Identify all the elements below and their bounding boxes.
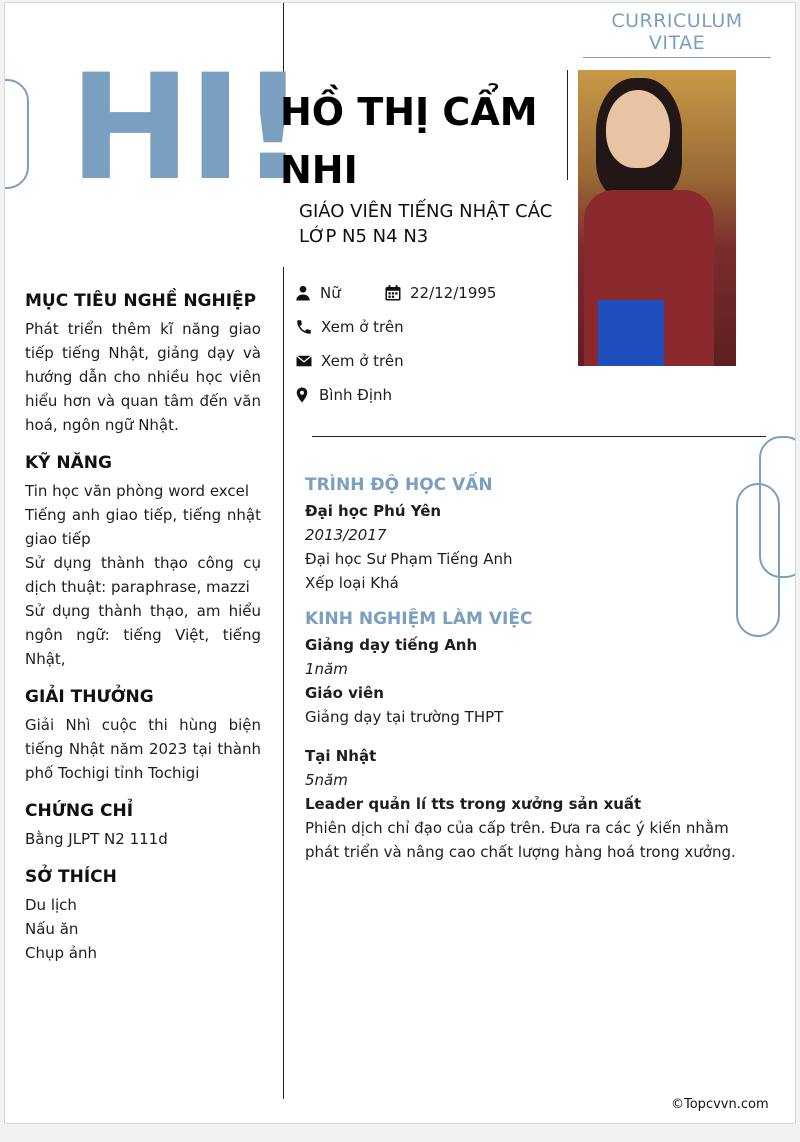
birthdate-value: 22/12/1995 (410, 284, 497, 302)
experience-duration: 5năm (305, 771, 348, 789)
hobby-item: Chụp ảnh (25, 944, 97, 962)
awards-text: Giải Nhì cuộc thi hùng biện tiếng Nhật năm 2023 tại thành phố Tochigi tỉnh Tochigi (25, 716, 261, 782)
cv-page (4, 2, 796, 1124)
person-icon (294, 284, 312, 302)
section-experience (305, 607, 745, 864)
certificates-heading: CHỨNG CHỈ (25, 801, 134, 821)
experience-duration: 1năm (305, 660, 348, 678)
section-education (305, 473, 745, 595)
education-school: Đại học Phú Yên (305, 502, 442, 520)
greeting-hi: HI! (69, 43, 304, 213)
experience-entry (305, 744, 745, 864)
contact-phone (295, 318, 404, 336)
hobbies-heading: SỞ THÍCH (25, 867, 117, 887)
experience-description: Giảng dạy tại trường THPT (305, 708, 504, 726)
section-hobbies (25, 865, 261, 965)
hobby-item: Nấu ăn (25, 920, 79, 938)
location-pin-icon (293, 386, 311, 404)
objective-heading: MỤC TIÊU NGHỀ NGHIỆP (25, 291, 257, 311)
skill-item: Sử dụng thành thạo công cụ dịch thuật: paraphrase, mazzi (25, 554, 261, 596)
education-grade: Xếp loại Khá (305, 574, 399, 592)
experience-position: Giáo viên (305, 684, 384, 702)
contact-gender (294, 284, 341, 302)
section-certificates (25, 799, 261, 851)
awards-heading: GIẢI THƯỞNG (25, 687, 154, 707)
divider-contact-horizontal (312, 436, 766, 437)
hobby-item: Du lịch (25, 896, 77, 914)
contact-email (295, 352, 404, 370)
right-column (305, 473, 745, 864)
email-value: Xem ở trên (321, 352, 404, 370)
address-value: Bình Định (319, 386, 393, 404)
section-awards (25, 685, 261, 785)
contact-address (293, 386, 392, 404)
contact-birthdate (384, 284, 496, 302)
candidate-name: HỒ THỊ CẨM NHI (280, 90, 538, 192)
certificates-text: Bằng JLPT N2 111d (25, 830, 168, 848)
section-objective (25, 289, 261, 437)
experience-company: Giảng dạy tiếng Anh (305, 636, 478, 654)
left-column (25, 289, 261, 979)
objective-text: Phát triển thêm kĩ năng giao tiếp tiếng Nhật, giảng dạy và hướng dẫn cho nhiều học viên hiểu hơn và quan tâm đến văn hoá, ngôn ngữ Nhật. (25, 320, 261, 434)
education-heading: TRÌNH ĐỘ HỌC VẤN (305, 475, 493, 495)
education-major: Đại học Sư Phạm Tiếng Anh (305, 550, 513, 568)
experience-entry (305, 633, 745, 729)
experience-position: Leader quản lí tts trong xưởng sản xuất (305, 795, 642, 813)
skill-item: Tiếng anh giao tiếp, tiếng nhật giao tiếp (25, 506, 261, 548)
skill-item: Tin học văn phòng word excel (25, 482, 250, 500)
education-period: 2013/2017 (305, 526, 387, 544)
footer-credit: ©Topcvvn.com (671, 1097, 769, 1112)
experience-description: Phiên dịch chỉ đạo của cấp trên. Đưa ra các ý kiến nhằm phát triển và nâng cao chất lượng hàng hoá trong xưởng. (305, 819, 736, 861)
left-bracket-decoration (4, 79, 29, 189)
phone-value: Xem ở trên (321, 318, 404, 336)
divider-main-vertical (283, 267, 284, 1099)
experience-company: Tại Nhật (305, 747, 377, 765)
email-icon (295, 352, 313, 370)
divider-photo-vertical (567, 70, 568, 180)
calendar-icon (384, 284, 402, 302)
skill-item: Sử dụng thành thạo, am hiểu ngôn ngữ: tiếng Việt, tiếng Nhật, (25, 602, 261, 668)
profile-photo (578, 70, 736, 366)
skills-heading: KỸ NĂNG (25, 453, 112, 473)
experience-heading: KINH NGHIỆM LÀM VIỆC (305, 609, 533, 629)
job-title: GIÁO VIÊN TIẾNG NHẬT CÁC LỚP N5 N4 N3 (299, 201, 553, 247)
gender-value: Nữ (320, 284, 341, 302)
phone-icon (295, 318, 313, 336)
section-skills (25, 451, 261, 671)
cv-label: CURRICULUM VITAE (583, 10, 771, 58)
